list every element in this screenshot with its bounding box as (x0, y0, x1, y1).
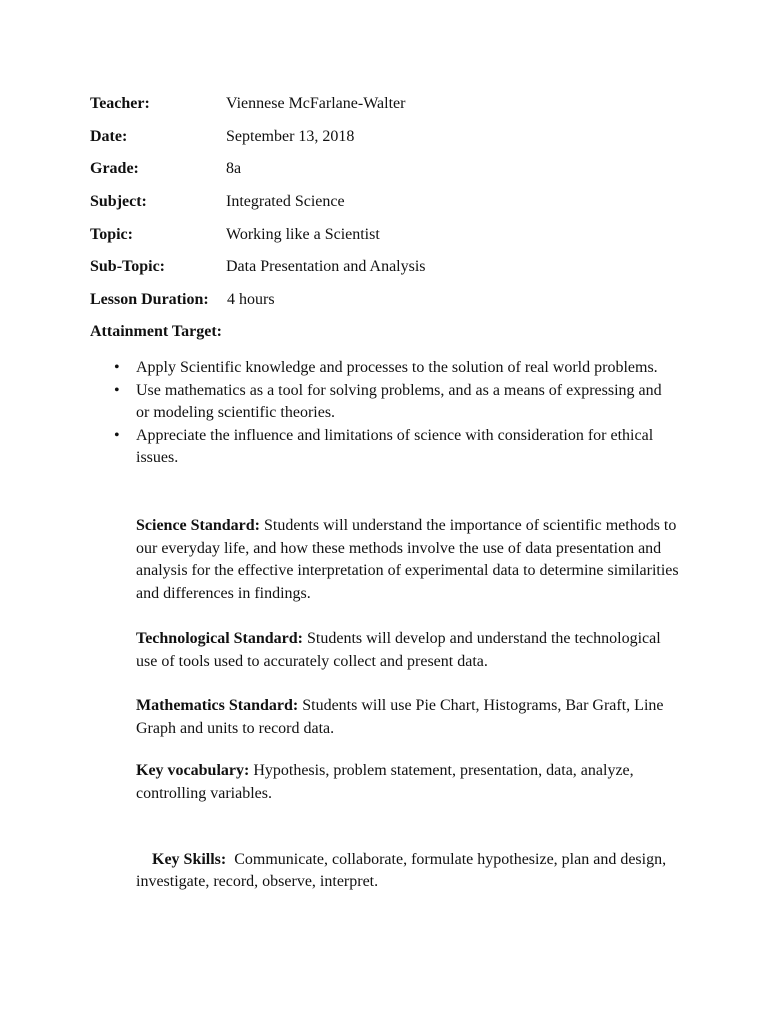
key-vocabulary-label: Key vocabulary: (136, 762, 250, 779)
attainment-item-text: Use mathematics as a tool for solving problems, and as a means of expressing and or modeling scientific theories. (136, 381, 662, 421)
sub-topic-value: Data Presentation and Analysis (226, 258, 426, 275)
date-value: September 13, 2018 (226, 128, 355, 145)
key-skills (136, 826, 686, 916)
bullet-icon: • (114, 359, 120, 376)
attainment-item (112, 425, 672, 470)
mathematics-standard-label: Mathematics Standard: (136, 697, 299, 714)
grade-label: Grade: (90, 160, 139, 177)
bullet-icon: • (114, 381, 120, 399)
attainment-item (112, 380, 672, 425)
technological-standard-text: Students will develop and understand the technological use of tools used to accurately collect and present data. (136, 630, 661, 670)
key-skills-label: Key Skills: (152, 850, 227, 868)
key-skills-text: Communicate, collaborate, formulate hypothesize, plan and design, investigate, record, observe, interpret. (136, 850, 671, 890)
attainment-item-text: Appreciate the influence and limitations of science with consideration for ethical issues. (136, 426, 654, 466)
grade-value: 8a (226, 160, 242, 177)
lesson-duration-label: Lesson Duration: (90, 291, 209, 308)
lesson-duration-value: 4 hours (227, 291, 275, 308)
science-standard-label: Science Standard: (136, 517, 260, 534)
technological-standard-label: Technological Standard: (136, 630, 303, 647)
key-vocabulary-text: Hypothesis, problem statement, presentation, data, analyze, controlling variables. (136, 762, 634, 802)
attainment-target-list (112, 357, 672, 470)
science-standard (136, 515, 686, 605)
attainment-item (112, 357, 672, 380)
attainment-target-heading: Attainment Target: (90, 323, 222, 340)
subject-value: Integrated Science (226, 193, 345, 210)
bullet-icon: • (114, 426, 120, 444)
sub-topic-label: Sub-Topic: (90, 258, 165, 275)
mathematics-standard (136, 695, 686, 740)
teacher-value: Viennese McFarlane-Walter (226, 95, 406, 112)
technological-standard (136, 628, 686, 673)
date-label: Date: (90, 128, 128, 145)
key-vocabulary (136, 760, 686, 805)
mathematics-standard-text: Students will use Pie Chart, Histograms, Bar Graft, Line Graph and units to record data. (136, 697, 664, 737)
attainment-item-text: Apply Scientific knowledge and processes to the solution of real world problems. (136, 359, 658, 376)
teacher-label: Teacher: (90, 95, 150, 112)
topic-label: Topic: (90, 226, 133, 243)
subject-label: Subject: (90, 193, 147, 210)
science-standard-text: Students will understand the importance of scientific methods to our everyday life, and how these methods involve the use of data presentation and analysis for the effective interpretation of experimental data to determine similarities and differences in findings. (136, 517, 679, 602)
topic-value: Working like a Scientist (226, 226, 380, 243)
